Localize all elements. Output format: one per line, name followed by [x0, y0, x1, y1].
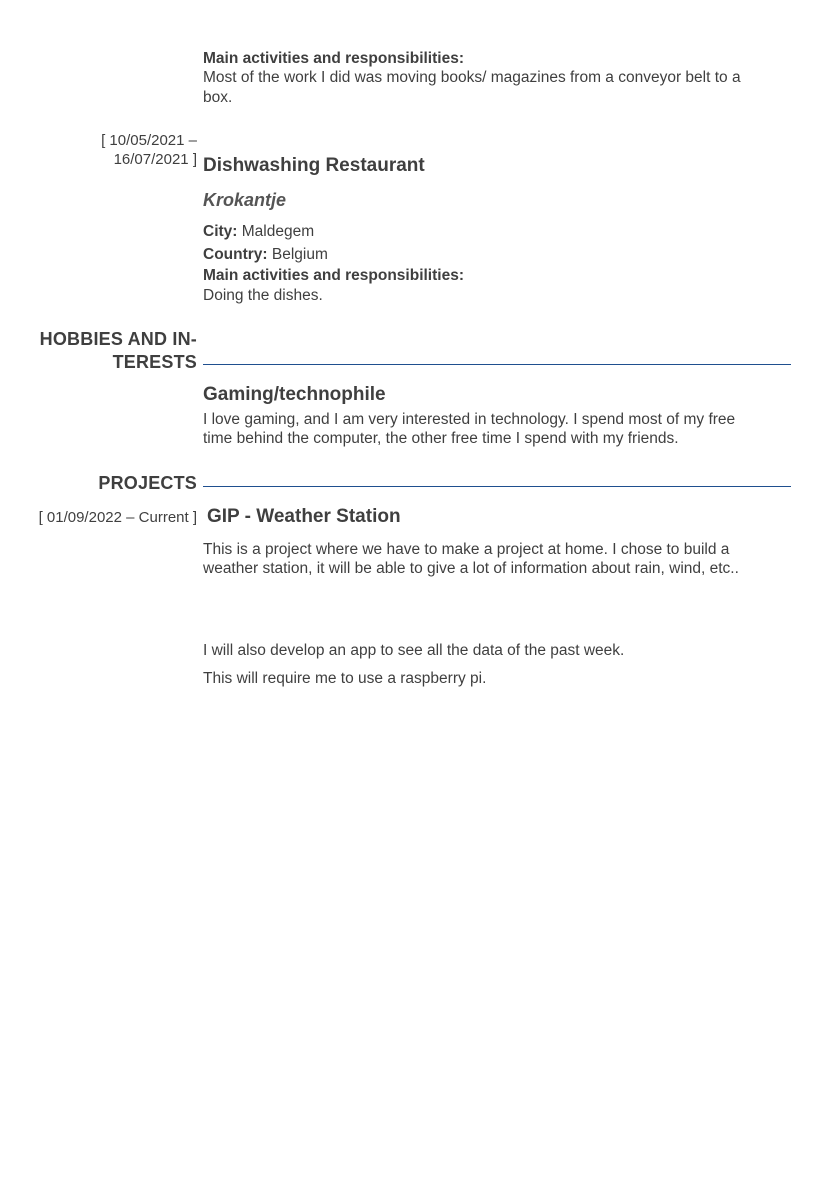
projects-heading: PROJECTS: [98, 473, 197, 493]
hobby-text-1: I love gaming, and I am very interested in technology. I spend most of my free: [203, 411, 736, 428]
job-city-row: [203, 222, 314, 242]
prev-responsibilities-text-2: box.: [203, 89, 233, 106]
job-title: Dishwashing Restaurant: [203, 155, 425, 176]
city-value: Maldegem: [241, 223, 315, 240]
hobbies-divider: [203, 364, 791, 365]
hobbies-heading-line1: HOBBIES AND IN-: [39, 329, 197, 349]
job-company: Krokantje: [203, 190, 287, 210]
project-date: [ 01/09/2022 – Current ]: [38, 509, 197, 526]
prev-responsibilities-label: Main activities and responsibilities:: [203, 50, 464, 67]
hobby-title: Gaming/technophile: [203, 384, 386, 405]
country-label: Country:: [203, 246, 268, 263]
job-country-row: [203, 245, 328, 265]
job-date-start: [ 10/05/2021 –: [101, 132, 197, 149]
projects-divider: [203, 486, 791, 487]
country-value: Belgium: [271, 246, 328, 263]
job-responsibilities-label: Main activities and responsibilities:: [203, 267, 464, 284]
project-text-3: I will also develop an app to see all the data of the past week.: [203, 642, 625, 659]
city-label: City:: [203, 223, 238, 240]
job-responsibilities-text: Doing the dishes.: [203, 287, 323, 304]
project-title: GIP - Weather Station: [207, 506, 401, 527]
project-text-1: This is a project where we have to make a project at home. I chose to build a: [203, 541, 730, 558]
hobby-text-2: time behind the computer, the other free time I spend with my friends.: [203, 430, 679, 447]
hobbies-heading-line2: TERESTS: [112, 352, 197, 372]
project-text-2: weather station, it will be able to give a lot of information about rain, wind, etc..: [203, 560, 739, 577]
prev-responsibilities-text-1: Most of the work I did was moving books/ magazines from a conveyor belt to a: [203, 69, 741, 86]
job-date-end: 16/07/2021 ]: [113, 151, 197, 168]
project-text-4: This will require me to use a raspberry pi.: [203, 670, 487, 687]
